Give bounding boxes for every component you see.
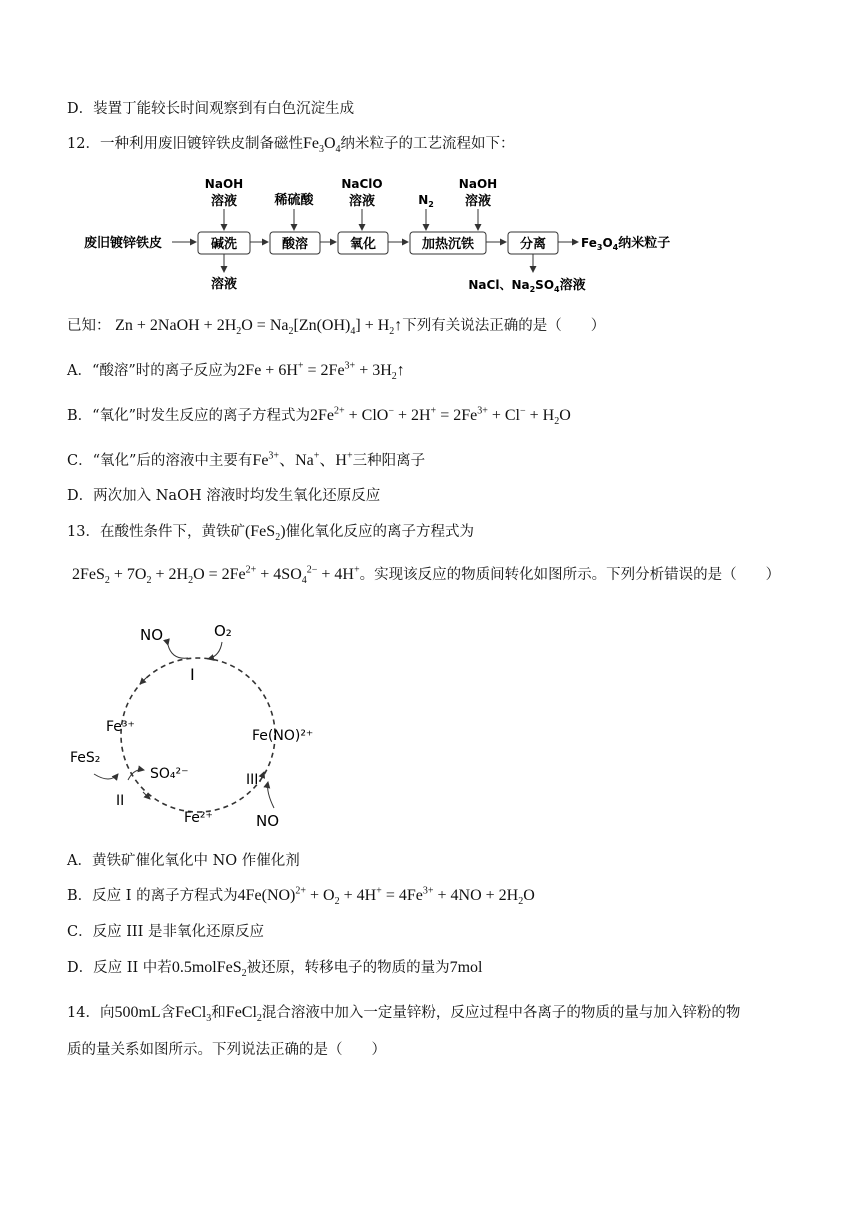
box-separate: 分离	[519, 237, 547, 252]
q13-equation: $2FeS_2 + 7O_2 + 2H_2O = 2Fe^{2+} + 4SO_4^{2-} + 4H^+$	[72, 564, 360, 587]
option-b-equation-13: $4Fe(NO)^{2+} + O_2 + 4H^+ = 4Fe^{3+} + 4NO + 2H_2O$	[237, 885, 535, 908]
reagent-naclo-sol: 溶液	[348, 194, 376, 209]
fecl2: FeCl$_2$	[225, 1004, 262, 1025]
q14-line-1: 14．向500mL含FeCl$_3$和FeCl$_2$混合溶液中加入一定量锌粉，反应过程中各离子的物质的量与加入锌粉的物	[67, 1004, 741, 1025]
reagent-naoh-1-sol: 溶液	[210, 194, 238, 209]
q12-option-b: B．“氧化”时发生反应的离子方程式为$2Fe^{2+} + ClO^- + 2H^+ = 2Fe^{3+} + Cl^- + H_2O$	[67, 405, 571, 428]
reagent-n2: $N_2$	[418, 193, 434, 209]
q13-option-c: C．反应 III 是非氧化还原反应	[67, 924, 264, 940]
label-fes2: FeS₂	[70, 750, 101, 766]
q13-option-b: B．反应 I 的离子方程式为$4Fe(NO)^{2+} + O_2 + 4H^+ = 4Fe^{3+} + 4NO + 2H_2O$	[67, 885, 535, 908]
label-fe-no: Fe(NO)²⁺	[252, 728, 314, 744]
label-no-top: NO	[140, 626, 164, 644]
half-mol-fes2: 0.5molFeS$_2$	[171, 959, 247, 980]
q14-line-2: 质的量关系如图所示。下列说法正确的是（ ）	[67, 1042, 386, 1058]
fes2-formula: (FeS$_2$)	[244, 523, 286, 544]
box-alkali-wash: 碱洗	[210, 237, 238, 252]
q13-option-a: A．黄铁矿催化氧化中 NO 作催化剂	[67, 853, 300, 869]
fe3o4-formula: $Fe_3O_4$	[302, 135, 341, 156]
reagent-naoh-2: NaOH	[458, 177, 498, 191]
below-wash: 溶液	[210, 277, 238, 292]
label-reaction-ii: II	[116, 793, 125, 809]
q12-option-a: A．“酸溶”时的离子反应为$2Fe + 6H^+ = 2Fe^{3+}$ + $3H_2↑$	[67, 360, 405, 383]
option-b-equation: $2Fe^{2+} + ClO^- + 2H^+ = 2Fe^{3+} + Cl^- + H_2O$	[309, 405, 571, 428]
label-o2: O₂	[214, 622, 232, 640]
label-fe2: Fe²⁺	[184, 810, 213, 826]
q11-option-d: D．装置丁能较长时间观察到有白色沉淀生成	[67, 101, 355, 117]
label-fe3: Fe³⁺	[106, 719, 135, 735]
reagent-naoh-1: NaOH	[204, 177, 244, 191]
zn-naoh-equation: Zn + 2NaOH + $2H_2O = Na_2[Zn(OH)_4]$ + $H_2↑$	[115, 317, 403, 338]
label-so4: SO₄²⁻	[150, 766, 189, 782]
q12-known: 已知： Zn + 2NaOH + $2H_2O = Na_2[Zn(OH)_4]$ + $H_2↑$下列有关说法正确的是（ ）	[67, 317, 606, 338]
reagent-naclo: NaClO	[341, 177, 383, 191]
q13-equation-line: $2FeS_2 + 7O_2 + 2H_2O = 2Fe^{2+} + 4SO_4^{2-} + 4H^+$。实现该反应的物质间转化如图所示。下列分析错误的是（ ）	[72, 564, 781, 587]
q12-stem: 12．一种利用废旧镀锌铁皮制备磁性$Fe_3O_4$纳米粒子的工艺流程如下：	[67, 135, 515, 156]
q13-stem: 13．在酸性条件下，黄铁矿(FeS$_2$)催化氧化反应的离子方程式为	[67, 523, 475, 544]
option-c-ions: $Fe^{3+}$、Na+、H+	[252, 450, 353, 469]
flow-product: $Fe_3O_4$纳米粒子	[581, 236, 671, 252]
below-separate: NaCl、$Na_2SO_4$溶液	[468, 278, 586, 294]
fecl3: FeCl$_3$	[175, 1004, 212, 1025]
option-a-equation: $2Fe + 6H^+ = 2Fe^{3+}$ + $3H_2↑$	[237, 360, 405, 383]
box-heat-precip: 加热沉铁	[421, 237, 475, 252]
q12-option-d: D．两次加入 NaOH 溶液时均发生氧化还原反应	[67, 488, 381, 504]
process-flow-diagram	[0, 168, 860, 298]
reagent-naoh-2-sol: 溶液	[464, 194, 492, 209]
label-reaction-iii: III	[246, 772, 259, 788]
q13-option-d: D．反应 II 中若0.5molFeS$_2$被还原，转移电子的物质的量为7mol	[67, 959, 483, 980]
reagent-h2so4: 稀硫酸	[274, 193, 314, 208]
box-acid-dissolve: 酸溶	[281, 237, 309, 252]
flow-start: 废旧镀锌铁皮	[84, 236, 163, 251]
label-no-bottom: NO	[256, 812, 280, 830]
q12-option-c: C．“氧化”后的溶液中主要有$Fe^{3+}$、Na+、H+三种阳离子	[67, 450, 426, 469]
cycle-diagram	[60, 612, 320, 842]
label-reaction-i: I	[190, 665, 195, 684]
box-oxidize: 氧化	[349, 237, 377, 252]
